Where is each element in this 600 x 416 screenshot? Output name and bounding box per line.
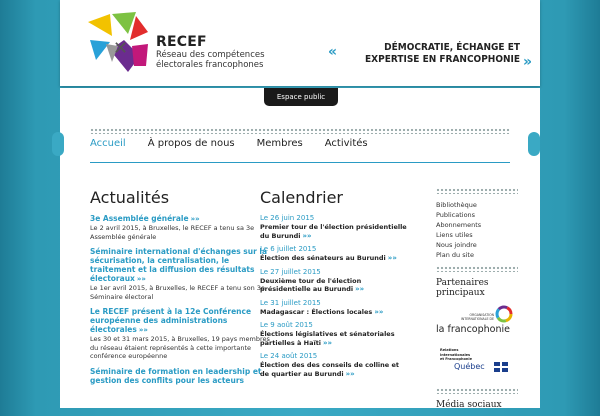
dotted-divider (436, 188, 518, 194)
nav-item-accueil[interactable]: Accueil (90, 138, 126, 149)
brand-sub-line2: électorales francophones (156, 60, 264, 70)
list-item (260, 299, 410, 317)
side-notch-right (528, 132, 540, 156)
brand-subtitle (156, 50, 286, 70)
sidebar-link-publications[interactable]: Publications (436, 211, 476, 219)
dotted-divider (436, 266, 518, 272)
cal-link[interactable] (260, 361, 410, 378)
arrow-right-icon: »» (355, 285, 365, 293)
sidebar-link-bibliotheque[interactable]: Bibliothèque (436, 201, 477, 209)
cal-title[interactable]: Élection des des conseils de colline et de quartier au Burundi (260, 361, 399, 378)
news-text: Le 1er avril 2015, à Bruxelles, le RECEF a tenu son 3e Séminaire électoral (90, 284, 265, 301)
nav-item-membres[interactable]: Membres (256, 138, 303, 149)
cal-title[interactable]: Deuxième tour de l'élection présidentielle au Burundi (260, 276, 362, 293)
list-item (90, 247, 270, 301)
cal-title[interactable]: Premier tour de l'élection présidentielle du Burundi (260, 223, 407, 240)
cal-link[interactable] (260, 330, 410, 347)
news-link[interactable] (90, 307, 270, 335)
espace-public-button[interactable]: Espace public (264, 88, 338, 106)
news-title[interactable]: Séminaire international d'échanges sur la sécurisation, la centralisation, le traitement et la diffusion des résultats électoraux (90, 247, 268, 283)
quote-left-icon: « (328, 44, 338, 60)
sidebar-link-nous-joindre[interactable]: Nous joindre (436, 241, 477, 249)
cal-title[interactable]: Élections législatives et sénatoriales partielles à Haïti (260, 330, 395, 347)
side-notch-left (52, 132, 64, 156)
logo-cross: ✕ (113, 38, 129, 59)
arrow-right-icon: »» (138, 326, 148, 334)
arrow-right-icon: »» (190, 215, 200, 223)
partners-heading: Partenaires principaux (436, 278, 489, 298)
list-item (90, 367, 270, 385)
social-heading: Média sociaux (436, 400, 502, 410)
calendrier-title: Calendrier (260, 188, 344, 207)
list-item (260, 321, 410, 347)
list-item (90, 307, 270, 361)
sidebar-link-plan-du-site[interactable]: Plan du site (436, 251, 474, 259)
news-text: Les 30 et 31 mars 2015, à Bruxelles, 19 pays membres du réseau étaient représentés à cette importante conférence européenne (90, 335, 270, 360)
list-item (260, 245, 410, 263)
cal-link[interactable] (260, 223, 410, 240)
quebec-small-1: Relations (440, 348, 459, 352)
logo-magenta-shard (132, 44, 148, 66)
news-link[interactable] (90, 367, 270, 385)
arrow-right-icon: »» (387, 254, 397, 262)
logo-blue-shard (90, 40, 110, 60)
header (60, 0, 540, 86)
news-title[interactable]: Le RECEF présent à la 12e Conférence européenne des administrations électorales (90, 307, 252, 334)
list-item (260, 268, 410, 294)
cal-date: Le 6 juillet 2015 (260, 245, 317, 253)
tagline (320, 42, 532, 70)
partner-oif-logo[interactable] (436, 304, 518, 340)
main-nav (90, 138, 390, 149)
actualites-title: Actualités (90, 188, 170, 207)
partner-quebec-logo[interactable] (436, 346, 518, 382)
nav-underline (90, 162, 510, 163)
sidebar-link-liens-utiles[interactable]: Liens utiles (436, 231, 473, 239)
brand-name: RECEF (156, 34, 207, 50)
francophonie-ring-icon (494, 304, 514, 324)
news-title[interactable]: 3e Assemblée générale (90, 214, 189, 223)
arrow-right-icon: »» (136, 275, 146, 283)
quote-right-icon: » (522, 54, 532, 70)
nav-item-activites[interactable]: Activités (324, 138, 368, 149)
news-list (90, 214, 270, 391)
tagline-line1: DÉMOCRATIE, ÉCHANGE ET (384, 42, 520, 53)
calendar-list (260, 214, 410, 383)
list-item (260, 214, 410, 240)
quebec-small-3: et Francophonie (440, 357, 472, 361)
quebec-small-2: internationales (440, 352, 471, 357)
oif-small-text: ORGANISATION INTERNATIONALE DE (460, 313, 494, 321)
cal-title[interactable]: Élection des sénateurs au Burundi (260, 254, 386, 262)
cal-date: Le 9 août 2015 (260, 321, 313, 329)
news-link[interactable] (90, 214, 270, 224)
tagline-line2: EXPERTISE EN FRANCOPHONIE (365, 54, 520, 65)
list-item (260, 352, 410, 378)
dotted-divider (436, 388, 518, 394)
cal-link[interactable] (260, 277, 410, 294)
quebec-name: Québec (454, 362, 485, 371)
cal-date: Le 26 juin 2015 (260, 214, 315, 222)
dotted-divider-top (90, 128, 510, 134)
news-text: Le 2 avril 2015, à Bruxelles, le RECEF a tenu sa 3e Assemblée générale (90, 224, 255, 241)
arrow-right-icon: »» (374, 307, 384, 316)
sidebar (436, 188, 518, 416)
cal-title[interactable]: Madagascar : Élections locales (260, 307, 373, 316)
logo-yellow-shard (88, 14, 112, 36)
quebec-small-text (440, 348, 472, 362)
cal-link[interactable] (260, 254, 410, 263)
arrow-right-icon: »» (323, 338, 333, 347)
arrow-right-icon: »» (345, 369, 355, 378)
oif-name: la francophonie (436, 324, 510, 335)
cal-link[interactable] (260, 308, 410, 317)
news-title[interactable]: Séminaire de formation en leadership et gestion des conflits pour les acteurs (90, 366, 262, 385)
brand-sub-line1: Réseau des compétences (156, 50, 265, 60)
cal-date: Le 27 juillet 2015 (260, 267, 321, 276)
quebec-flag-icon (494, 362, 508, 372)
cal-date: Le 24 août 2015 (260, 352, 318, 360)
list-item (90, 214, 270, 241)
sidebar-link-abonnements[interactable]: Abonnements (436, 221, 482, 229)
arrow-right-icon: »» (302, 231, 312, 240)
news-link[interactable] (90, 247, 270, 284)
cal-date: Le 31 juillet 2015 (260, 298, 321, 307)
nav-item-a-propos[interactable]: À propos de nous (147, 138, 235, 149)
